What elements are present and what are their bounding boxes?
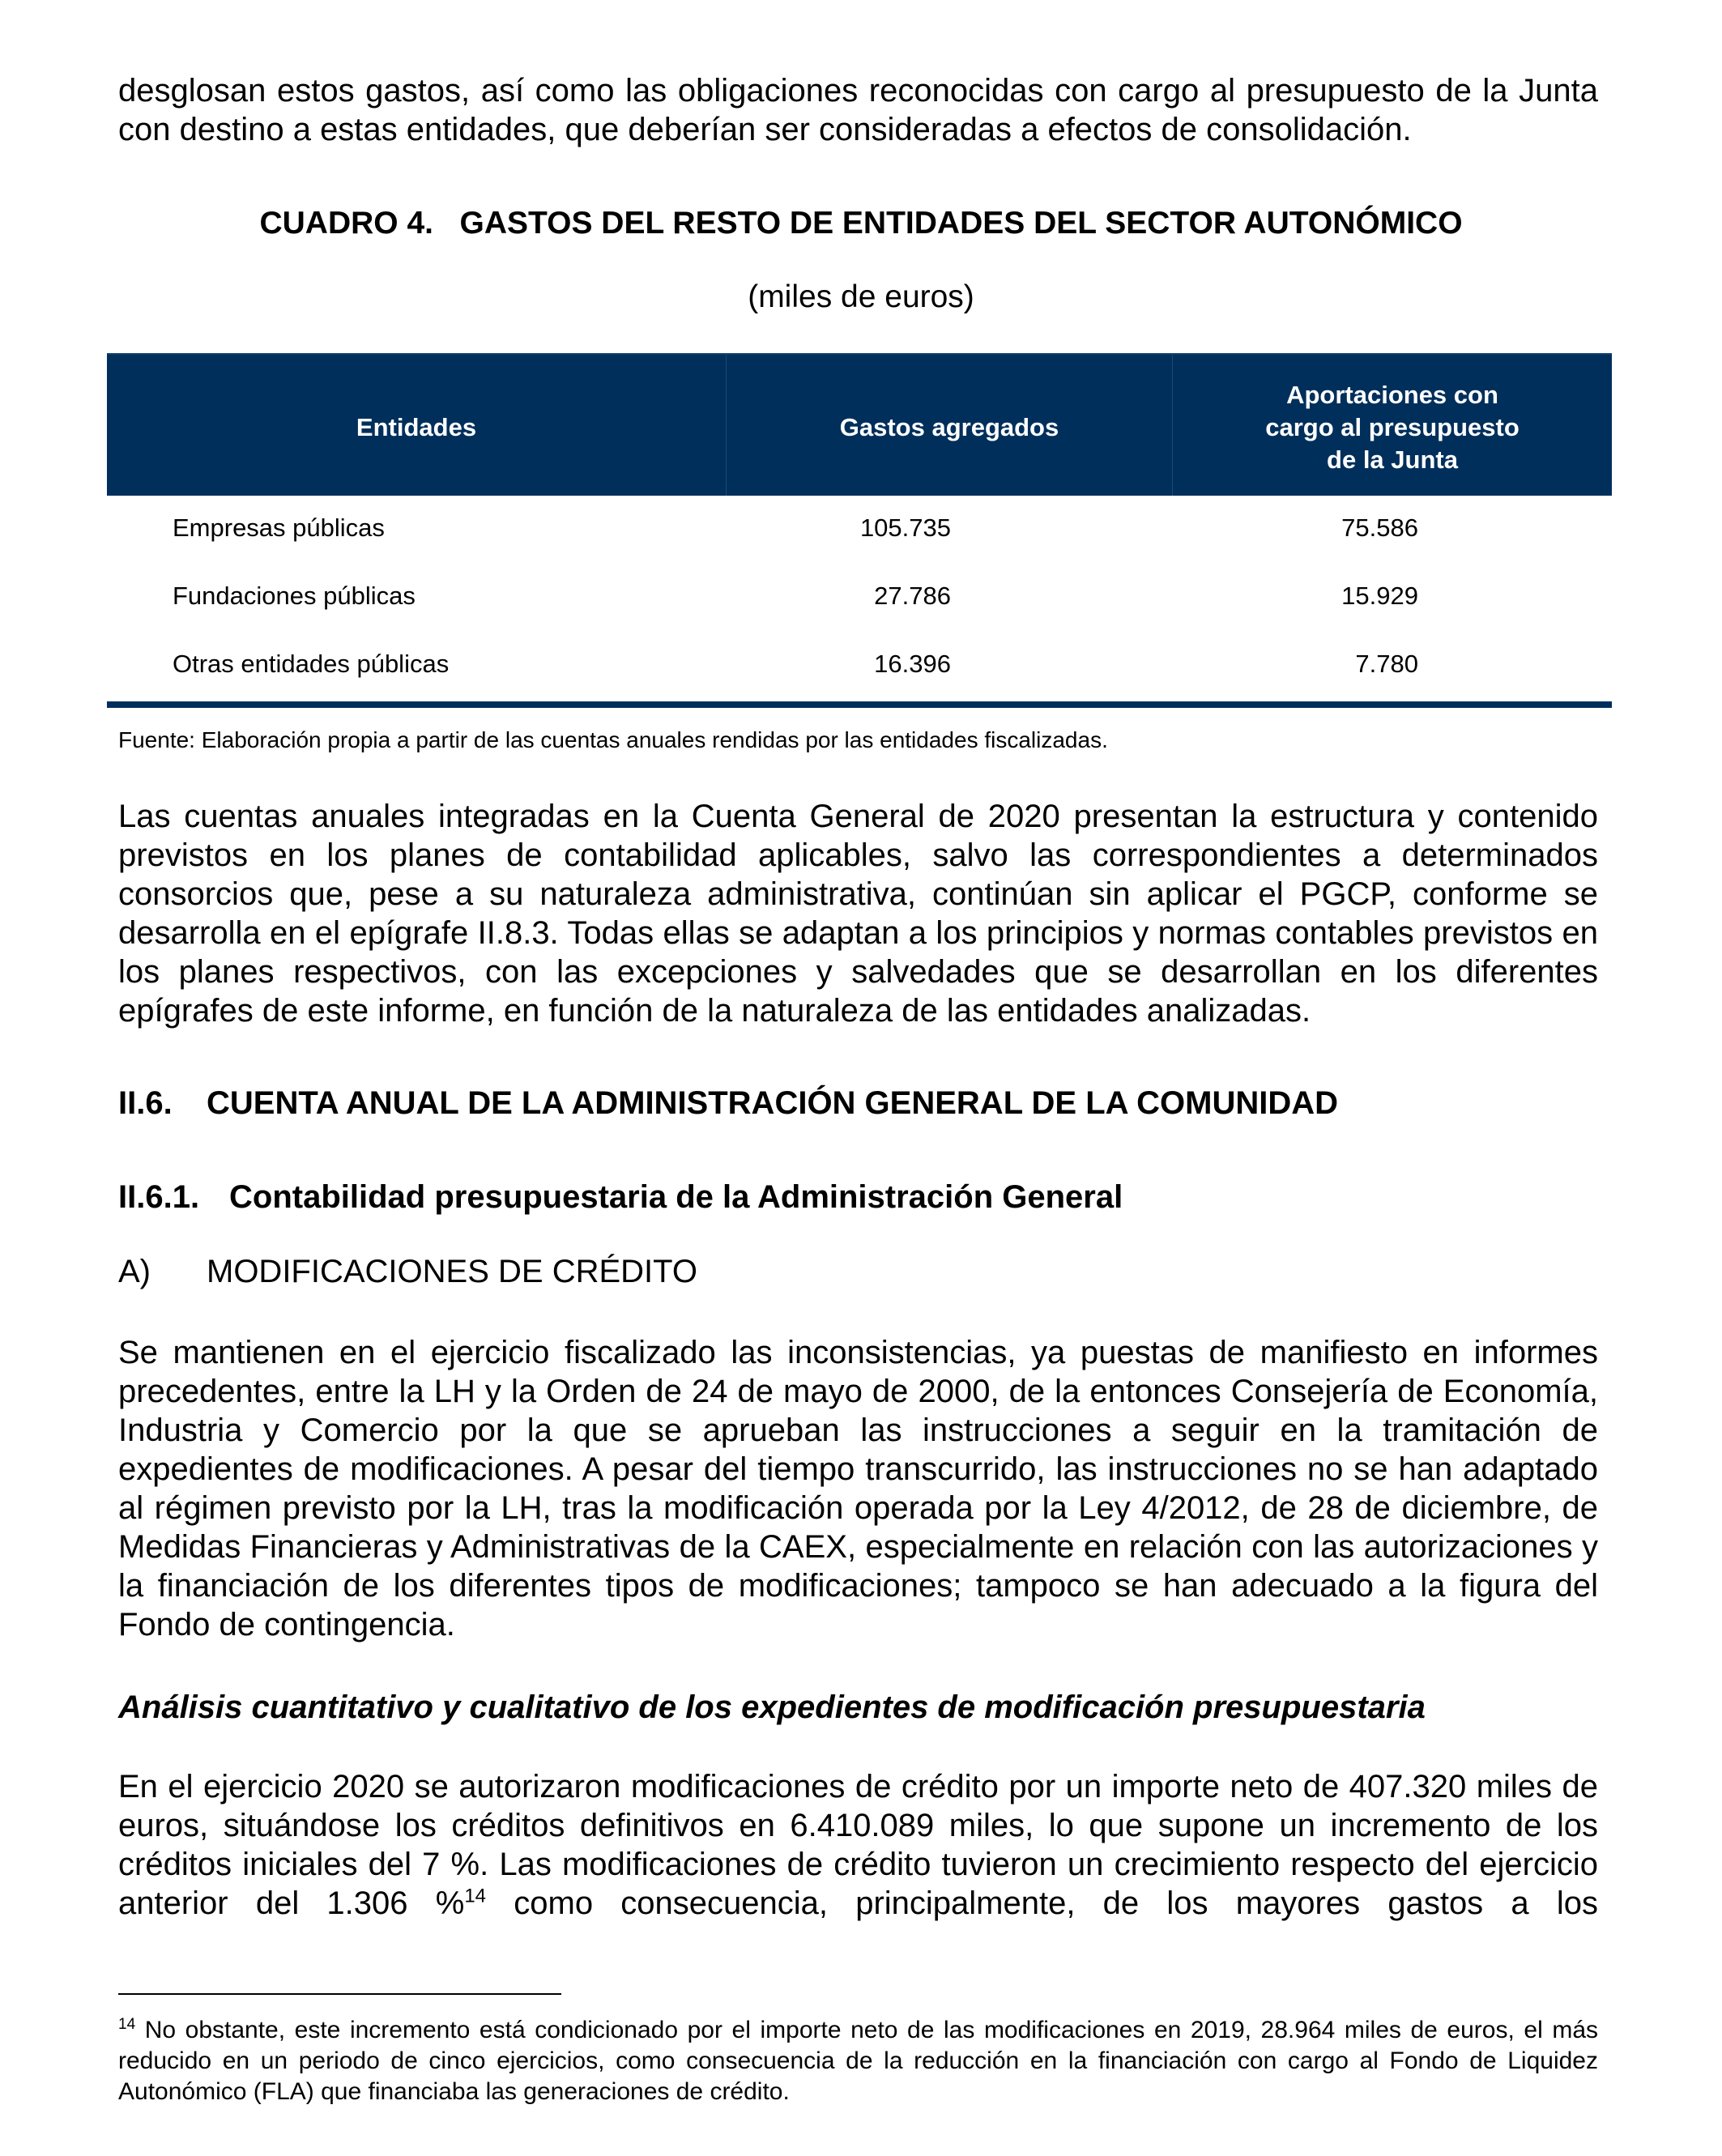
section-heading — [118, 1085, 1338, 1122]
table-row — [107, 564, 1612, 632]
row-entity: Fundaciones públicas — [173, 582, 416, 610]
analysis-heading: Análisis cuantitativo y cualitativo de los expedientes de modificación presupuestaria — [118, 1689, 1426, 1725]
subheading-modificaciones — [118, 1254, 697, 1290]
subheading-title: MODIFICACIONES DE CRÉDITO — [207, 1254, 697, 1289]
section-number: II.6. — [118, 1085, 173, 1121]
row-aportaciones: 7.780 — [1355, 650, 1418, 678]
paragraph-modificaciones-credito: En el ejercicio 2020 se autorizaron modificaciones de crédito por un importe neto de 407.320 miles de euros, situándose los créditos definitivos en 6.410.089 miles, lo que supone un incremento de los créditos iniciales del 7 %. Las modificaciones de crédito tuvieron un crecimiento respecto del ejercicio anterior del 1.306 %$^{14}$ como consecuencia, principalmente, de los mayores gastos a los — [118, 1769, 1598, 1921]
table-header — [107, 353, 1612, 496]
footnote-reference[interactable]: 14 — [464, 1885, 487, 1907]
row-aportaciones: 15.929 — [1341, 582, 1418, 610]
table-bottom-border — [107, 701, 1612, 708]
expenses-table — [107, 353, 1612, 700]
intro-paragraph: desglosan estos gastos, así como las obligaciones reconocidas con cargo al presupuesto de la Junta con destino a estas entidades, que deberían ser consideradas a efectos de consolidación. — [118, 73, 1598, 147]
footnote-separator — [118, 1993, 561, 1995]
column-header-aportaciones: Aportaciones con cargo al presupuesto de la Junta — [1172, 355, 1612, 496]
paragraph-cuentas-anuales: Las cuentas anuales integradas en la Cuenta General de 2020 presentan la estructura y contenido previstos en los planes de contabilidad aplicables, salvo las correspondientes a determinados consorcios que, pese a su naturaleza administrativa, continúan sin aplicar el PGCP, conforme se desarrolla en el epígrafe II.8.3. Todas ellas se adaptan a los principios y normas contables previstos en los planes respectivos, con las excepciones y salvedades que se desarrollan en los diferentes epígrafes de este informe, en función de la naturaleza de las entidades analizadas. — [118, 799, 1598, 1029]
row-gastos: 27.786 — [874, 582, 951, 610]
footnote — [118, 2015, 1598, 2107]
table-units: (miles de euros) — [748, 279, 974, 314]
section-title: CUENTA ANUAL DE LA ADMINISTRACIÓN GENERAL DE LA COMUNIDAD — [207, 1085, 1339, 1121]
subheading-number: A) — [118, 1254, 151, 1289]
row-entity: Otras entidades públicas — [173, 650, 450, 678]
subsection-title: Contabilidad presupuestaria de la Administración General — [229, 1179, 1123, 1215]
table-row — [107, 632, 1612, 700]
table-source: Fuente: Elaboración propia a partir de las cuentas anuales rendidas por las entidades fiscalizadas. — [118, 727, 1108, 752]
table-title: CUADRO 4. GASTOS DEL RESTO DE ENTIDADES DEL SECTOR AUTONÓMICO — [259, 206, 1463, 241]
row-gastos: 105.735 — [859, 513, 951, 542]
paragraph-inconsistencias: Se mantienen en el ejercicio fiscalizado las inconsistencias, ya puestas de manifiesto en informes precedentes, entre la LH y la Orden de 24 de mayo de 2000, de la entonces Consejería de Economía, Industria y Comercio por la que se aprueban las instrucciones a seguir en la tramitación de expedientes de modificaciones. A pesar del tiempo transcurrido, las instrucciones no se han adaptado al régimen previsto por la LH, tras la modificación operada por la Ley 4/2012, de 28 de diciembre, de Medidas Financieras y Administrativas de la CAEX, especialmente en relación con las autorizaciones y la financiación de los diferentes tipos de modificaciones; tampoco se han adecuado a la figura del Fondo de contingencia. — [118, 1335, 1598, 1643]
column-header-entidades: Entidades — [356, 413, 477, 441]
footnote-text: No obstante, este incremento está condicionado por el importe neto de las modificaciones en 2019, 28.964 miles de euros, el más reducido en un periodo de cinco ejercicios, como consecuencia de la reducción en la financiación con cargo al Fondo de Liquidez Autonómico (FLA) que financiaba las generaciones de crédito. — [118, 2017, 1598, 2105]
row-gastos: 16.396 — [874, 650, 951, 678]
row-aportaciones: 75.586 — [1341, 513, 1418, 542]
subsection-number: II.6.1. — [118, 1179, 200, 1215]
subsection-heading — [118, 1179, 1123, 1216]
row-entity: Empresas públicas — [173, 513, 385, 542]
footnote-number: 14 — [118, 2016, 136, 2033]
table-row — [107, 496, 1612, 564]
column-header-gastos: Gastos agregados — [726, 355, 1172, 496]
